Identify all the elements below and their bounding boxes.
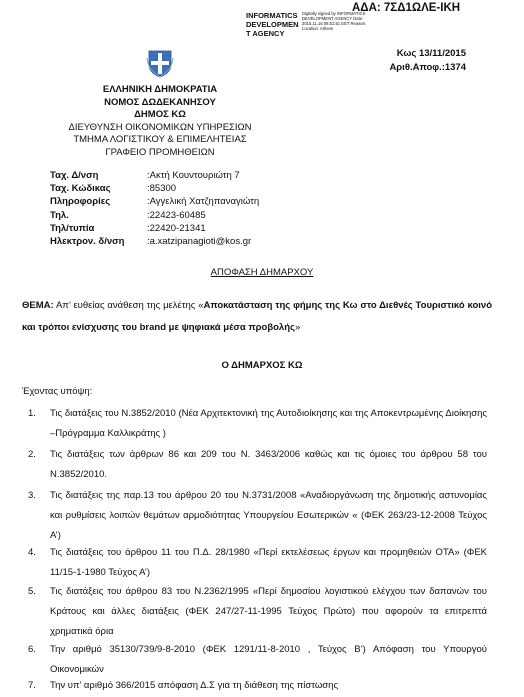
contact-value: :Αγγελική Χατζηπαναγιώτη xyxy=(147,196,260,208)
subject-intro: Απ’ ευθείας ανάθεση της μελέτης « xyxy=(53,300,204,311)
item-number: 7. xyxy=(28,680,36,691)
contact-row xyxy=(50,209,259,222)
contact-row xyxy=(50,195,259,208)
contact-label: Ταχ. Κώδικας xyxy=(50,183,111,195)
contact-value: :22420-21341 xyxy=(147,222,206,234)
item-text: Τις διατάξεις του άρθρου 11 του Π.Δ. 28/1980 «Περί εκτελέσεως έργων και προμηθειών ΟΤΑ» (ΦΕΚ 11/15-1-1980 Τεύχος Α’) xyxy=(50,547,487,578)
item-number: 2. xyxy=(28,449,36,460)
digital-signature-details: Digitally signed by INFORMATICS DEVELOPMENT AGENCY Date: 2015.11.16 08:51:51 EET Reason: Location: Athens xyxy=(302,11,367,31)
subject-paragraph xyxy=(22,295,492,339)
office-name: ΓΡΑΦΕΙΟ ΠΡΟΜΗΘΕΙΩΝ xyxy=(105,146,215,158)
item-text: Την υπ’ αριθμό 366/2015 απόφαση Δ.Σ για τη διάθεση της πίστωσης xyxy=(50,680,339,691)
contact-row xyxy=(50,182,259,195)
contact-label: Τηλ. xyxy=(50,209,69,221)
item-number: 1. xyxy=(28,408,36,419)
municipality-name: ΔΗΜΟΣ ΚΩ xyxy=(134,109,186,120)
subject-label: ΘΕΜΑ: xyxy=(22,300,54,311)
reference-block xyxy=(389,47,466,75)
item-text: Τις διατάξεις του άρθρου 83 του Ν.2362/1995 «Περί δημοσίου λογιστικού ελέγχου των δαπανών του Κράτους και άλλες διατάξεις (ΦΕΚ 247/27-11-1995 Τεύχος Πρώτο) που αφορούν τα επιτρεπτά χρηματικά όρια xyxy=(50,586,487,637)
ada-code: ΑΔΑ: 7ΣΔ1ΩΛΕ-ΙΚΗ xyxy=(352,2,461,14)
list-item xyxy=(22,543,487,583)
contact-value: :85300 xyxy=(147,183,177,195)
list-item xyxy=(22,640,487,680)
having-regard-label: Έχοντας υπόψη: xyxy=(22,386,93,397)
subject-close: » xyxy=(294,322,301,333)
contact-row xyxy=(50,169,259,182)
contact-label: Ταχ. Δ/νση xyxy=(50,170,99,181)
list-item xyxy=(22,676,487,696)
greek-coat-of-arms-icon xyxy=(146,48,174,78)
item-text: Τις διατάξεις του Ν.3852/2010 (Νέα Αρχιτεκτονική της Αυτοδιοίκησης και της Αποκεντρωμένης Διοίκησης –Πρόγραμμα Καλλικράτης ) xyxy=(50,408,487,439)
contact-value: :Ακτή Κουντουριώτη 7 xyxy=(147,170,240,181)
contact-row xyxy=(50,235,259,248)
decision-title: ΑΠΟΦΑΣΗ ΔΗΜΑΡΧΟΥ xyxy=(210,267,314,278)
contact-row xyxy=(50,222,259,235)
mayor-heading: Ο ΔΗΜΑΡΧΟΣ ΚΩ xyxy=(221,360,303,371)
contact-label: Τηλ/τυπία xyxy=(50,222,95,234)
contact-value: :22423-60485 xyxy=(147,209,206,221)
contact-details xyxy=(50,169,259,248)
item-text: Την αριθμό 35130/739/9-8-2010 (ΦΕΚ 1291/11-8-2010 , Τεύχος Β’) Απόφαση του Υπουργού Οικονομικών xyxy=(50,644,487,675)
department-name: ΤΜΗΜΑ ΛΟΓΙΣΤΙΚΟΥ & ΕΠΙΜΕΛΗΤΕΙΑΣ xyxy=(73,134,247,145)
item-number: 4. xyxy=(28,547,36,558)
decision-number: Αριθ.Αποφ.:1374 xyxy=(389,62,466,73)
item-number: 3. xyxy=(28,490,36,501)
item-text: Τις διατάξεις της παρ.13 του άρθρου 20 του Ν.3731/2008 «Αναδιοργάνωση της δημοτικής αστυνομίας και ρυθμίσεις λοιπών θεμάτων αρμοδιότητας Υπουργείου Εσωτερικών « (ΦΕΚ 263/23-12-2008 Τεύχος Α’) xyxy=(50,490,487,541)
list-item xyxy=(22,445,487,485)
item-number: 5. xyxy=(28,586,36,597)
prefecture-name: ΝΟΜΟΣ ΔΩΔΕΚΑΝΗΣΟΥ xyxy=(104,96,216,108)
directorate-name: ΔΙΕΥΘΥΝΣΗ ΟΙΚΟΝΟΜΙΚΩΝ ΥΠΗΡΕΣΙΩΝ xyxy=(68,121,252,133)
item-number: 6. xyxy=(28,644,36,655)
decision-date: Κως 13/11/2015 xyxy=(396,48,466,59)
contact-value: :a.xatzipanagioti@kos.gr xyxy=(147,236,252,248)
list-item xyxy=(22,404,487,444)
subject-title: Αποκατάσταση της φήμης της Κω στο Διεθνές Τουριστικό κοινό και τρόποι ενίσχυσης του brand με ψηφιακά μέσα προβολής xyxy=(22,300,492,333)
digital-signature-name: INFORMATICS DEVELOPMEN T AGENCY xyxy=(246,11,299,38)
item-text: Τις διατάξεις των άρθρων 86 και 209 του Ν. 3463/2006 καθώς και τις όμοιες του άρθρου 58 του Ν.3852/2010. xyxy=(50,449,487,480)
republic-name: ΕΛΛΗΝΙΚΗ ΔΗΜΟΚΡΑΤΙΑ xyxy=(102,84,218,95)
list-item xyxy=(22,486,487,546)
issuing-authority xyxy=(40,84,280,159)
contact-label: Πληροφορίες xyxy=(50,196,111,208)
contact-label: Ηλεκτρον. δ/νση xyxy=(50,236,125,248)
list-item xyxy=(22,582,487,642)
